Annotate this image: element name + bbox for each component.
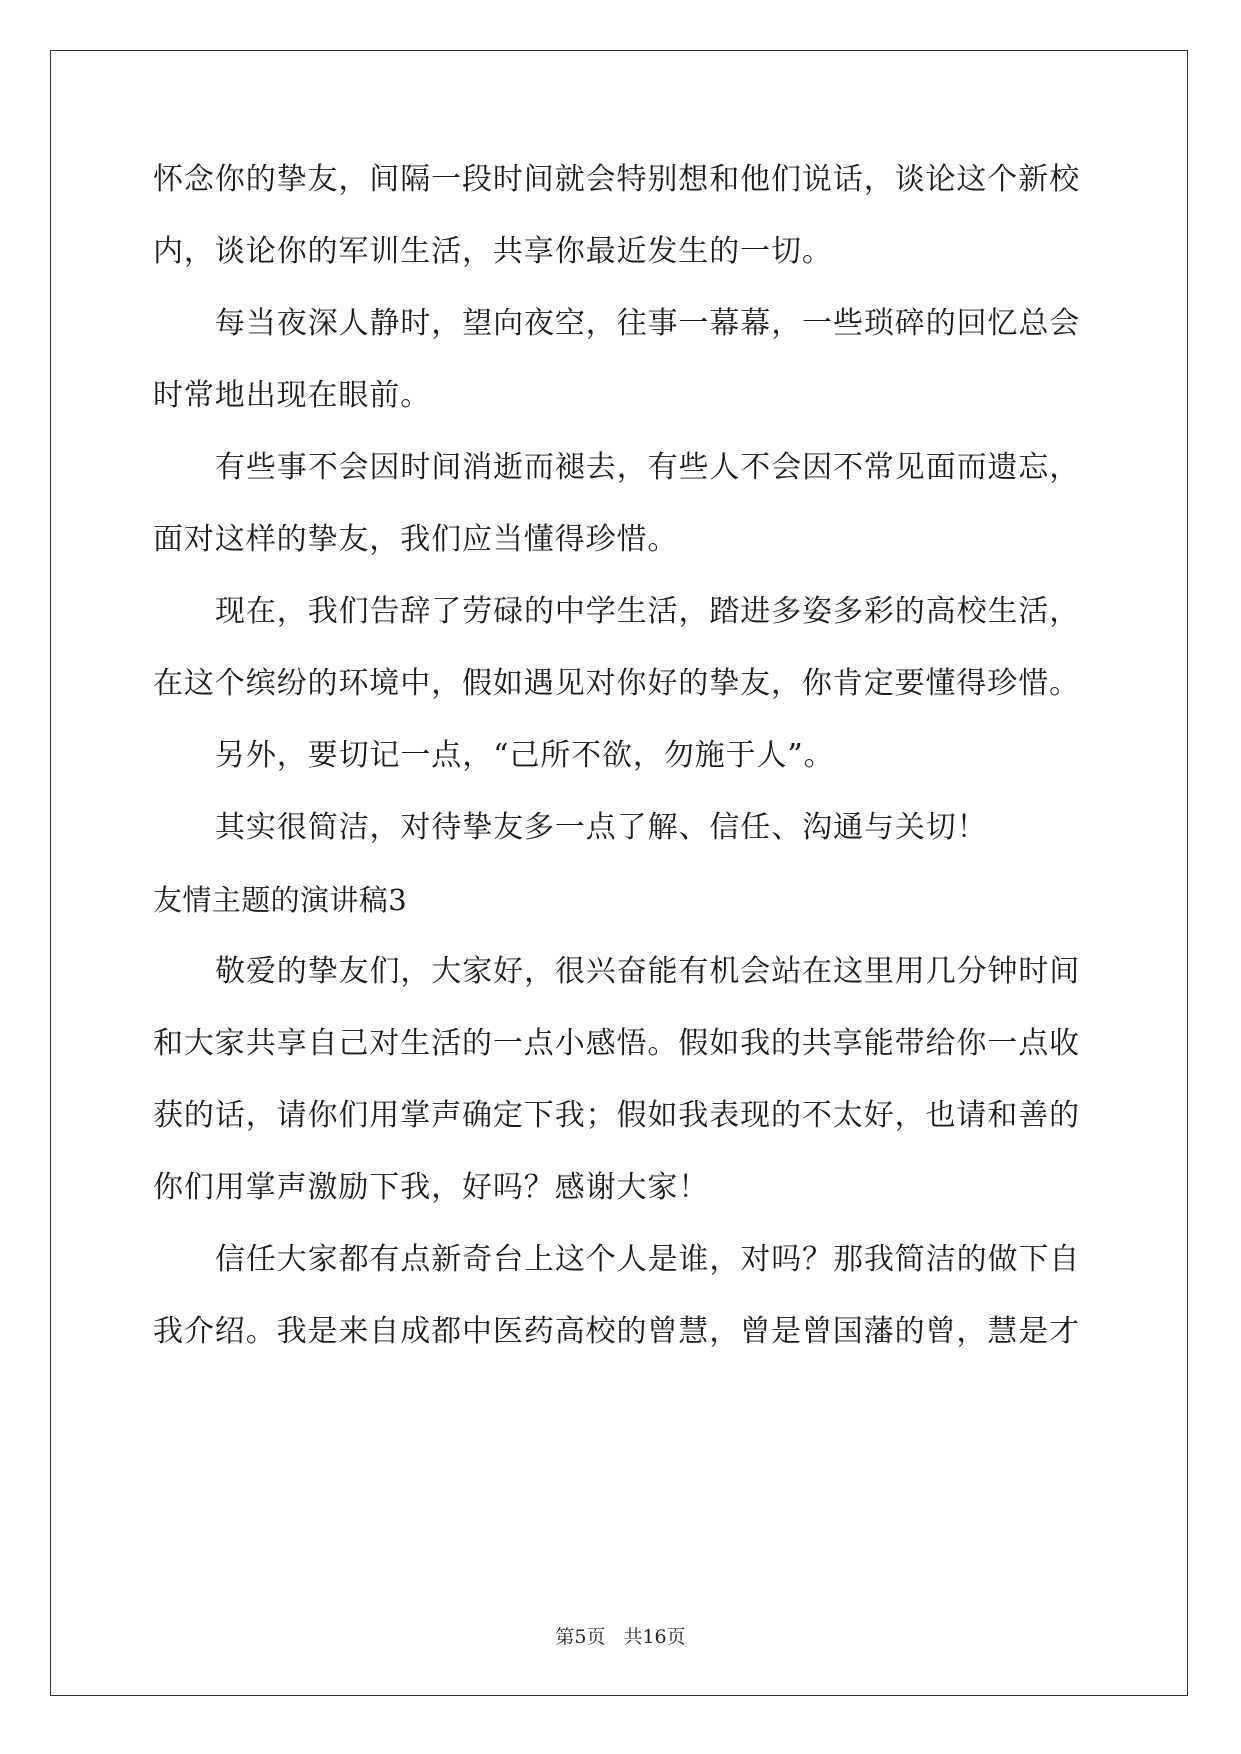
text-line: 内，谈论你的军训生活，共享你最近发生的一切。 [153, 234, 833, 269]
text-line: 我介绍。我是来自成都中医药高校的曾慧，曾是曾国藩的曾，慧是才 [153, 1314, 1080, 1349]
text-line: 在这个缤纷的环境中，假如遇见对你好的挚友，你肯定要懂得珍惜。 [153, 666, 1080, 701]
page-border [50, 50, 1188, 1696]
text-line: 时常地出现在眼前。 [153, 378, 432, 413]
text-line: 其实很简洁，对待挚友多一点了解、信任、沟通与关切！ [215, 810, 988, 845]
page-number: 第5页 [555, 1626, 606, 1648]
text-line: 面对这样的挚友，我们应当懂得珍惜。 [153, 522, 679, 557]
page-footer [0, 1625, 1241, 1649]
text-line: 每当夜深人静时，望向夜空，往事一幕幕，一些琐碎的回忆总会 [215, 306, 1081, 341]
text-line: 另外，要切记一点，“己所不欲，勿施于人”。 [215, 738, 835, 773]
text-line: 信任大家都有点新奇台上这个人是谁，对吗？那我简洁的做下自 [215, 1242, 1081, 1277]
section-heading: 友情主题的演讲稿3 [153, 883, 408, 917]
text-line: 敬爱的挚友们，大家好，很兴奋能有机会站在这里用几分钟时间 [215, 954, 1081, 989]
text-line: 你们用掌声激励下我，好吗？感谢大家！ [153, 1170, 710, 1205]
text-line: 有些事不会因时间消逝而褪去，有些人不会因不常见面而遗忘， [215, 450, 1081, 485]
text-line: 和大家共享自己对生活的一点小感悟。假如我的共享能带给你一点收 [153, 1026, 1080, 1061]
page-total: 共16页 [623, 1626, 686, 1648]
text-line: 怀念你的挚友，间隔一段时间就会特别想和他们说话，谈论这个新校 [153, 162, 1080, 197]
text-line: 获的话，请你们用掌声确定下我；假如我表现的不太好，也请和善的 [153, 1098, 1080, 1133]
text-line: 现在，我们告辞了劳碌的中学生活，踏进多姿多彩的高校生活， [215, 594, 1081, 629]
